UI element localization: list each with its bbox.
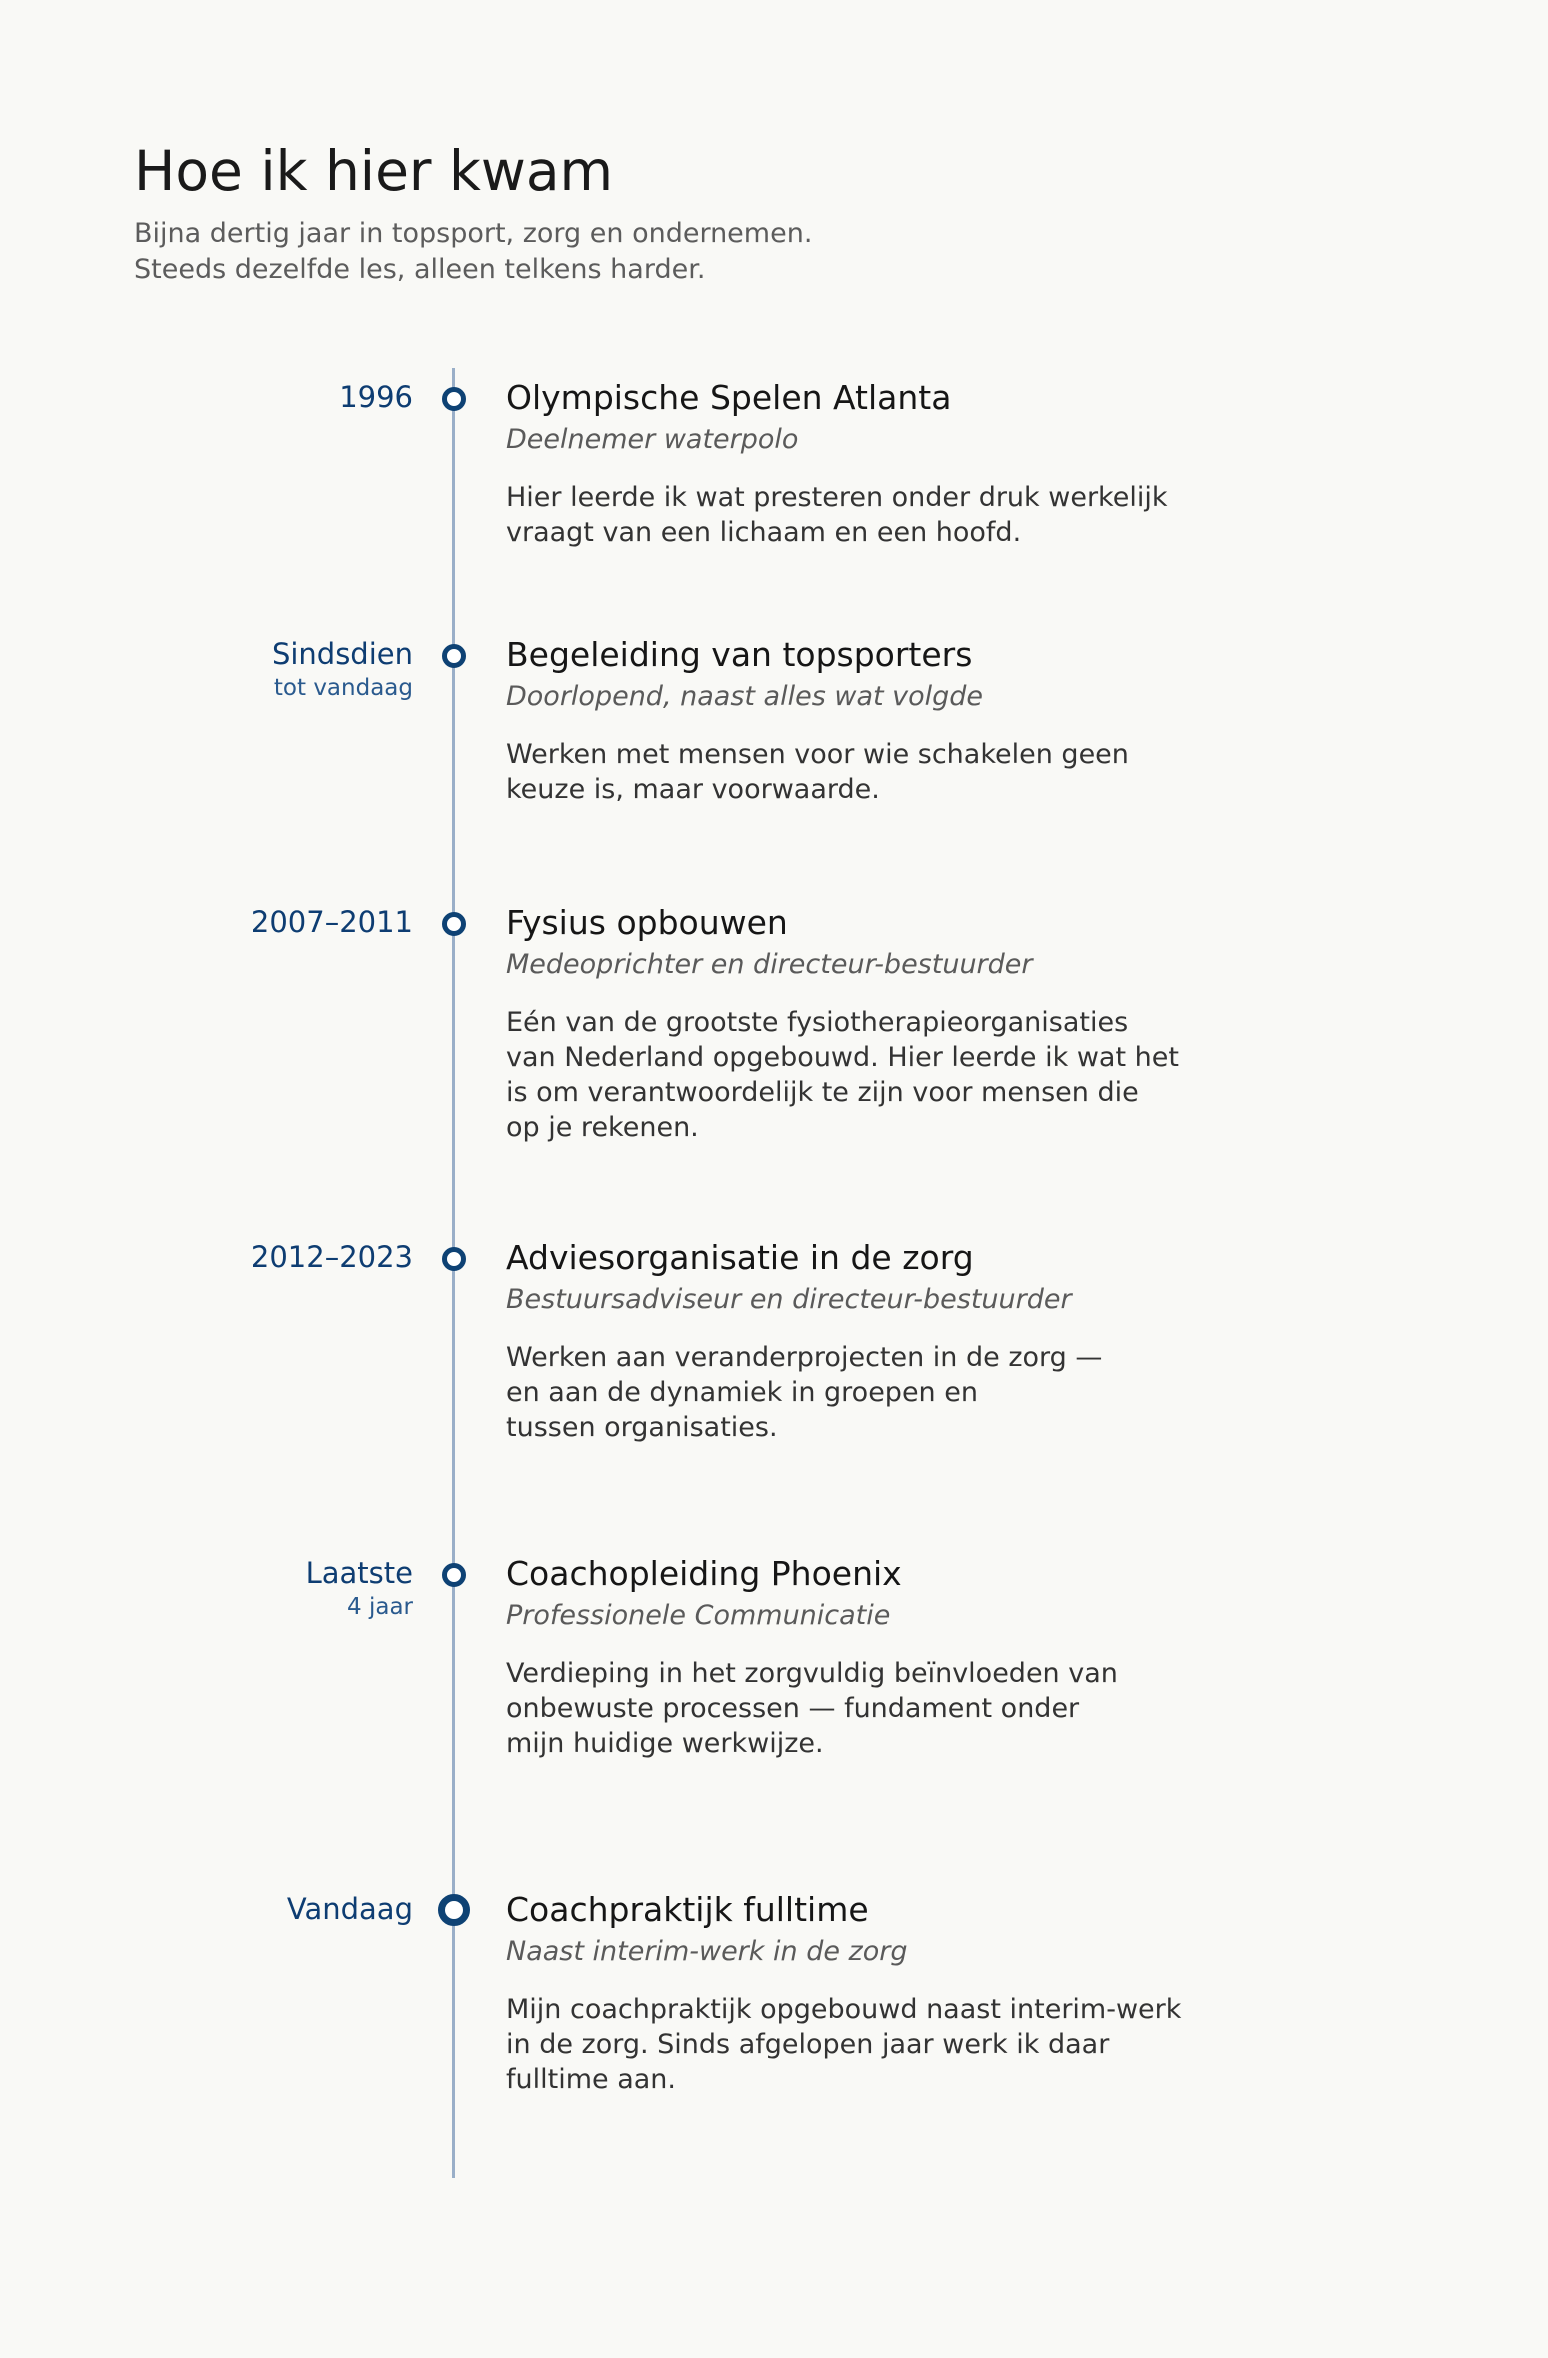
description-line: keuze is, maar voorwaarde. xyxy=(506,774,880,805)
entry-role: Naast interim-werk in de zorg xyxy=(506,1936,908,1967)
entry-description xyxy=(506,1005,1226,1145)
entry-title: Coachpraktijk fulltime xyxy=(506,1890,869,1929)
description-line: op je rekenen. xyxy=(506,1112,699,1143)
entry-description xyxy=(506,1340,1226,1445)
entry-role: Professionele Communicatie xyxy=(506,1600,891,1631)
entry-title: Coachopleiding Phoenix xyxy=(506,1554,902,1593)
description-line: van Nederland opgebouwd. Hier leerde ik wat het xyxy=(506,1042,1179,1073)
description-line: Verdieping in het zorgvuldig beïnvloeden van xyxy=(506,1658,1118,1689)
entry-title: Begeleiding van topsporters xyxy=(506,635,973,674)
entry-content xyxy=(506,378,1226,550)
entry-date xyxy=(272,635,413,703)
description-line: Hier leerde ik wat presteren onder druk werkelijk xyxy=(506,482,1168,513)
entry-content xyxy=(506,903,1226,1145)
description-line: fulltime aan. xyxy=(506,2064,676,2095)
entry-date-sub: 4 jaar xyxy=(347,1594,413,1620)
page-title: Hoe ik hier kwam xyxy=(134,139,614,203)
entry-description xyxy=(506,1992,1226,2097)
entry-role: Deelnemer waterpolo xyxy=(506,424,799,455)
timeline-dot xyxy=(442,644,466,668)
entry-title: Fysius opbouwen xyxy=(506,903,788,942)
timeline-dot xyxy=(442,912,466,936)
description-line: Werken aan veranderprojecten in de zorg — xyxy=(506,1342,1103,1373)
entry-date-main: 2007–2011 xyxy=(250,905,413,939)
entry-description xyxy=(506,737,1226,807)
entry-content xyxy=(506,1554,1226,1761)
intro-text xyxy=(134,216,812,288)
entry-content xyxy=(506,1890,1226,2097)
entry-date xyxy=(339,378,413,416)
description-line: en aan de dynamiek in groepen en xyxy=(506,1377,978,1408)
description-line: tussen organisaties. xyxy=(506,1412,778,1443)
description-line: Werken met mensen voor wie schakelen geen xyxy=(506,739,1129,770)
entry-content xyxy=(506,1238,1226,1445)
entry-title: Olympische Spelen Atlanta xyxy=(506,378,952,417)
timeline-dot-current xyxy=(438,1894,470,1926)
entry-role: Medeoprichter en directeur-bestuurder xyxy=(506,949,1033,980)
description-line: Mijn coachpraktijk opgebouwd naast interim-werk xyxy=(506,1994,1182,2025)
description-line: vraagt van een lichaam en een hoofd. xyxy=(506,517,1022,548)
entry-date xyxy=(251,1238,413,1276)
entry-date xyxy=(287,1890,413,1928)
intro-line: Steeds dezelfde les, alleen telkens harder. xyxy=(134,254,706,285)
description-line: in de zorg. Sinds afgelopen jaar werk ik daar xyxy=(506,2029,1110,2060)
description-line: mijn huidige werkwijze. xyxy=(506,1728,824,1759)
description-line: onbewuste processen — fundament onder xyxy=(506,1693,1080,1724)
entry-date-sub: tot vandaag xyxy=(273,675,413,701)
timeline-dot xyxy=(442,1247,466,1271)
entry-description xyxy=(506,480,1226,550)
entry-date-main: Vandaag xyxy=(286,1892,413,1926)
entry-date-main: 1996 xyxy=(339,380,413,414)
entry-date xyxy=(306,1554,413,1622)
entry-description xyxy=(506,1656,1226,1761)
entry-date-main: Laatste xyxy=(305,1556,413,1590)
description-line: is om verantwoordelijk te zijn voor mensen die xyxy=(506,1077,1139,1108)
timeline-dot xyxy=(442,387,466,411)
entry-date-main: Sindsdien xyxy=(271,637,413,671)
entry-title: Adviesorganisatie in de zorg xyxy=(506,1238,974,1277)
entry-date-main: 2012–2023 xyxy=(250,1240,413,1274)
entry-role: Doorlopend, naast alles wat volgde xyxy=(506,681,984,712)
intro-line: Bijna dertig jaar in topsport, zorg en ondernemen. xyxy=(134,218,813,249)
entry-content xyxy=(506,635,1226,807)
timeline-dot xyxy=(442,1563,466,1587)
description-line: Eén van de grootste fysiotherapieorganisaties xyxy=(506,1007,1129,1038)
entry-date xyxy=(251,903,413,941)
entry-role: Bestuursadviseur en directeur-bestuurder xyxy=(506,1284,1072,1315)
